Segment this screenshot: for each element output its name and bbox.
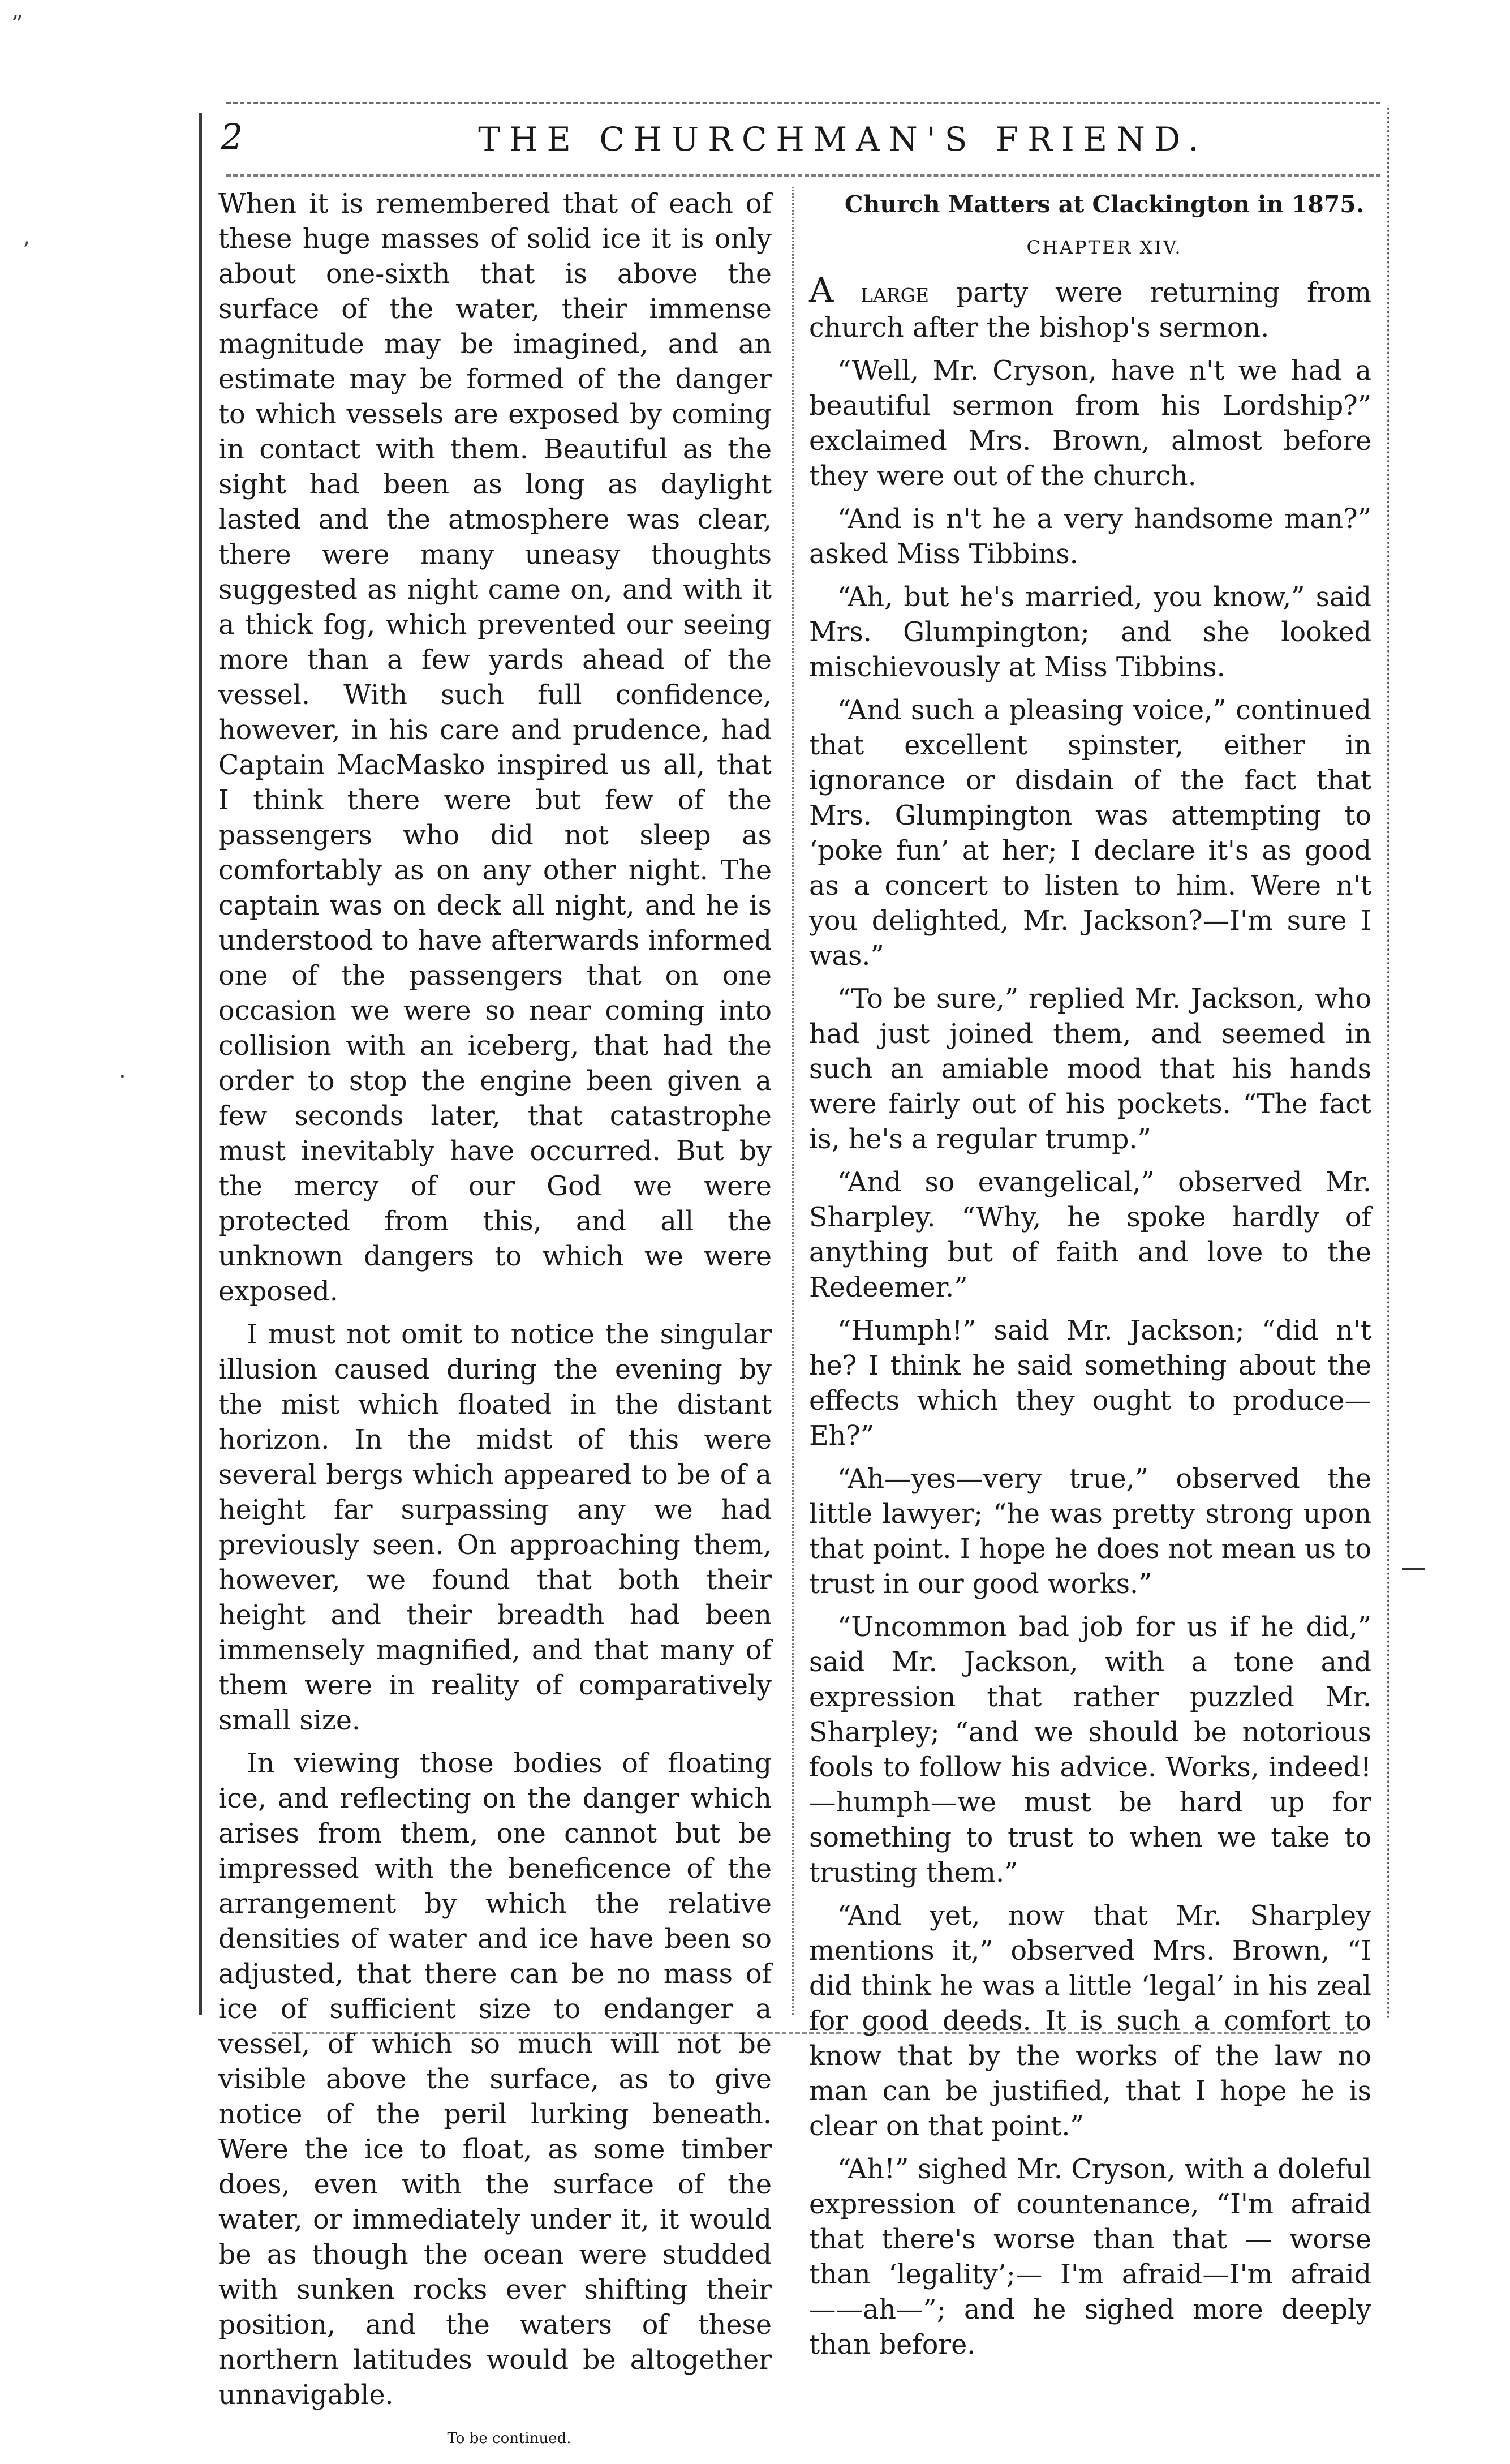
left-border-rule <box>199 113 202 2015</box>
paragraph: “To be sure,” replied Mr. Jackson, who had just joined them, and seemed in such an amiable mood that his hands were fairly out of his pockets. “The fact is, he's a regular trump.” <box>809 984 1371 1155</box>
header-rule <box>226 174 1380 177</box>
continued-note: To be continued. <box>447 2430 571 2447</box>
page-number: 2 <box>221 116 243 157</box>
column-divider <box>792 187 794 2015</box>
lead-text: party were returning from church after the bishop's sermon. <box>809 277 1371 344</box>
paragraph: I must not omit to notice the singular illusion caused during the evening by the mist which floated in the distant horizon. In the midst of this were several bergs which appeared to be of a height far surpassing any we had previously seen. On approaching them, however, we found that both their height and their breadth had been immensely magnified, and that many of them were in reality of comparatively small size. <box>218 1319 772 1736</box>
lead-small-caps: large <box>861 277 930 308</box>
article-title: Church Matters at Clackington in 1875. <box>844 191 1365 218</box>
paragraph: “Humph!” said Mr. Jackson; “did n't he? I think he said something about the effects which they ought to produce—Eh?” <box>809 1315 1371 1452</box>
scan-mark: ” <box>11 11 23 37</box>
paragraph: When it is remembered that of each of these huge masses of solid ice it is only about one-sixth that is above the surface of the water, their immense magnitude may be imagined, and an estimate may be formed of the danger to which vessels are exposed by coming in contact with them. Beautiful as the sight had been as long as daylight lasted and the atmosphere was clear, there were many uneasy thoughts suggested as night came on, and with it a thick fog, which prevented our seeing more than a few yards ahead of the vessel. With such full confidence, however, in his care and prudence, had Captain MacMasko inspired us all, that I think there were but few of the passengers who did not sleep as comfortably as on any other night. The captain was on deck all night, and he is understood to have afterwards informed one of the passengers that on one occasion we were so near coming into collision with an iceberg, that had the order to stop the engine been given a few seconds later, that catastrophe must inevitably have occurred. But by the mercy of our God we were protected from this, and all the unknown dangers to which we were exposed. <box>218 188 772 1307</box>
scan-speck: ’ <box>23 238 30 264</box>
paragraph: “And is n't he a very handsome man?” asked Miss Tibbins. <box>809 504 1371 570</box>
paragraph: “And such a pleasing voice,” continued that excellent spinster, either in ignorance or disdain of the fact that Mrs. Glumpington was attempting to ‘poke fun’ at her; I declare it's as good as a concert to listen to him. Were n't you delighted, Mr. Jackson?—I'm sure I was.” <box>809 695 1371 972</box>
paragraph: In viewing those bodies of floating ice, and reflecting on the danger which arises from them, one cannot but be impressed with the beneficence of the arrangement by which the relative densities of water and ice have been so adjusted, that there can be no mass of ice of sufficient size to endanger a vessel, of which so much will not be visible above the surface, as to give notice of the peril lurking beneath. Were the ice to float, as some timber does, even with the surface of the water, or immediately under it, it would be as though the ocean were studded with sunken rocks ever shifting their position, and the waters of these northern latitudes would be altogether unnavigable. <box>218 1748 772 2411</box>
top-rule <box>226 102 1380 104</box>
paragraph: “Ah, but he's married, you know,” said Mrs. Glumpington; and she looked mischievously at Miss Tibbins. <box>809 582 1371 683</box>
running-title: THE CHURCHMAN'S FRIEND. <box>478 120 1208 158</box>
paragraph: “And so evangelical,” observed Mr. Sharpley. “Why, he spoke hardly of anything but of faith and love to the Redeemer.” <box>809 1167 1371 1303</box>
paragraph: “And yet, now that Mr. Sharpley mentions it,” observed Mrs. Brown, “I did think he was a little ‘legal’ in his zeal for good deeds. It is such a comfort to know that by the works of the law no man can be justified, that I hope he is clear on that point.” <box>809 1900 1371 2142</box>
chapter-heading: CHAPTER XIV. <box>1026 237 1182 258</box>
paragraph: “Uncommon bad job for us if he did,” said Mr. Jackson, with a tone and expression that rather puzzled Mr. Sharpley; “and we should be notorious fools to follow his advice. Works, indeed!—humph—we must be hard up for something to trust to when we take to trusting them.” <box>809 1612 1371 1888</box>
right-column <box>809 187 1371 2371</box>
scan-speck: · <box>119 1064 126 1090</box>
paragraph: “Well, Mr. Cryson, have n't we had a beautiful sermon from his Lordship?” exclaimed Mrs. Brown, almost before they were out of the church. <box>809 355 1371 492</box>
left-column <box>218 187 772 2464</box>
margin-dash <box>1402 1568 1425 1570</box>
paragraph: “Ah!” sighed Mr. Cryson, with a doleful expression of countenance, “I'm afraid that there's worse than that — worse than ‘legality’;— I'm afraid—I'm afraid——ah—”; and he sighed more deeply than before. <box>809 2154 1371 2360</box>
paragraph: “Ah—yes—very true,” observed the little lawyer; “he was pretty strong upon that point. I hope he does not mean us to trust in our good works.” <box>809 1463 1371 1600</box>
lead-letter: A <box>809 271 834 310</box>
lead-paragraph <box>809 273 1371 346</box>
right-border-rule <box>1387 108 1389 2020</box>
